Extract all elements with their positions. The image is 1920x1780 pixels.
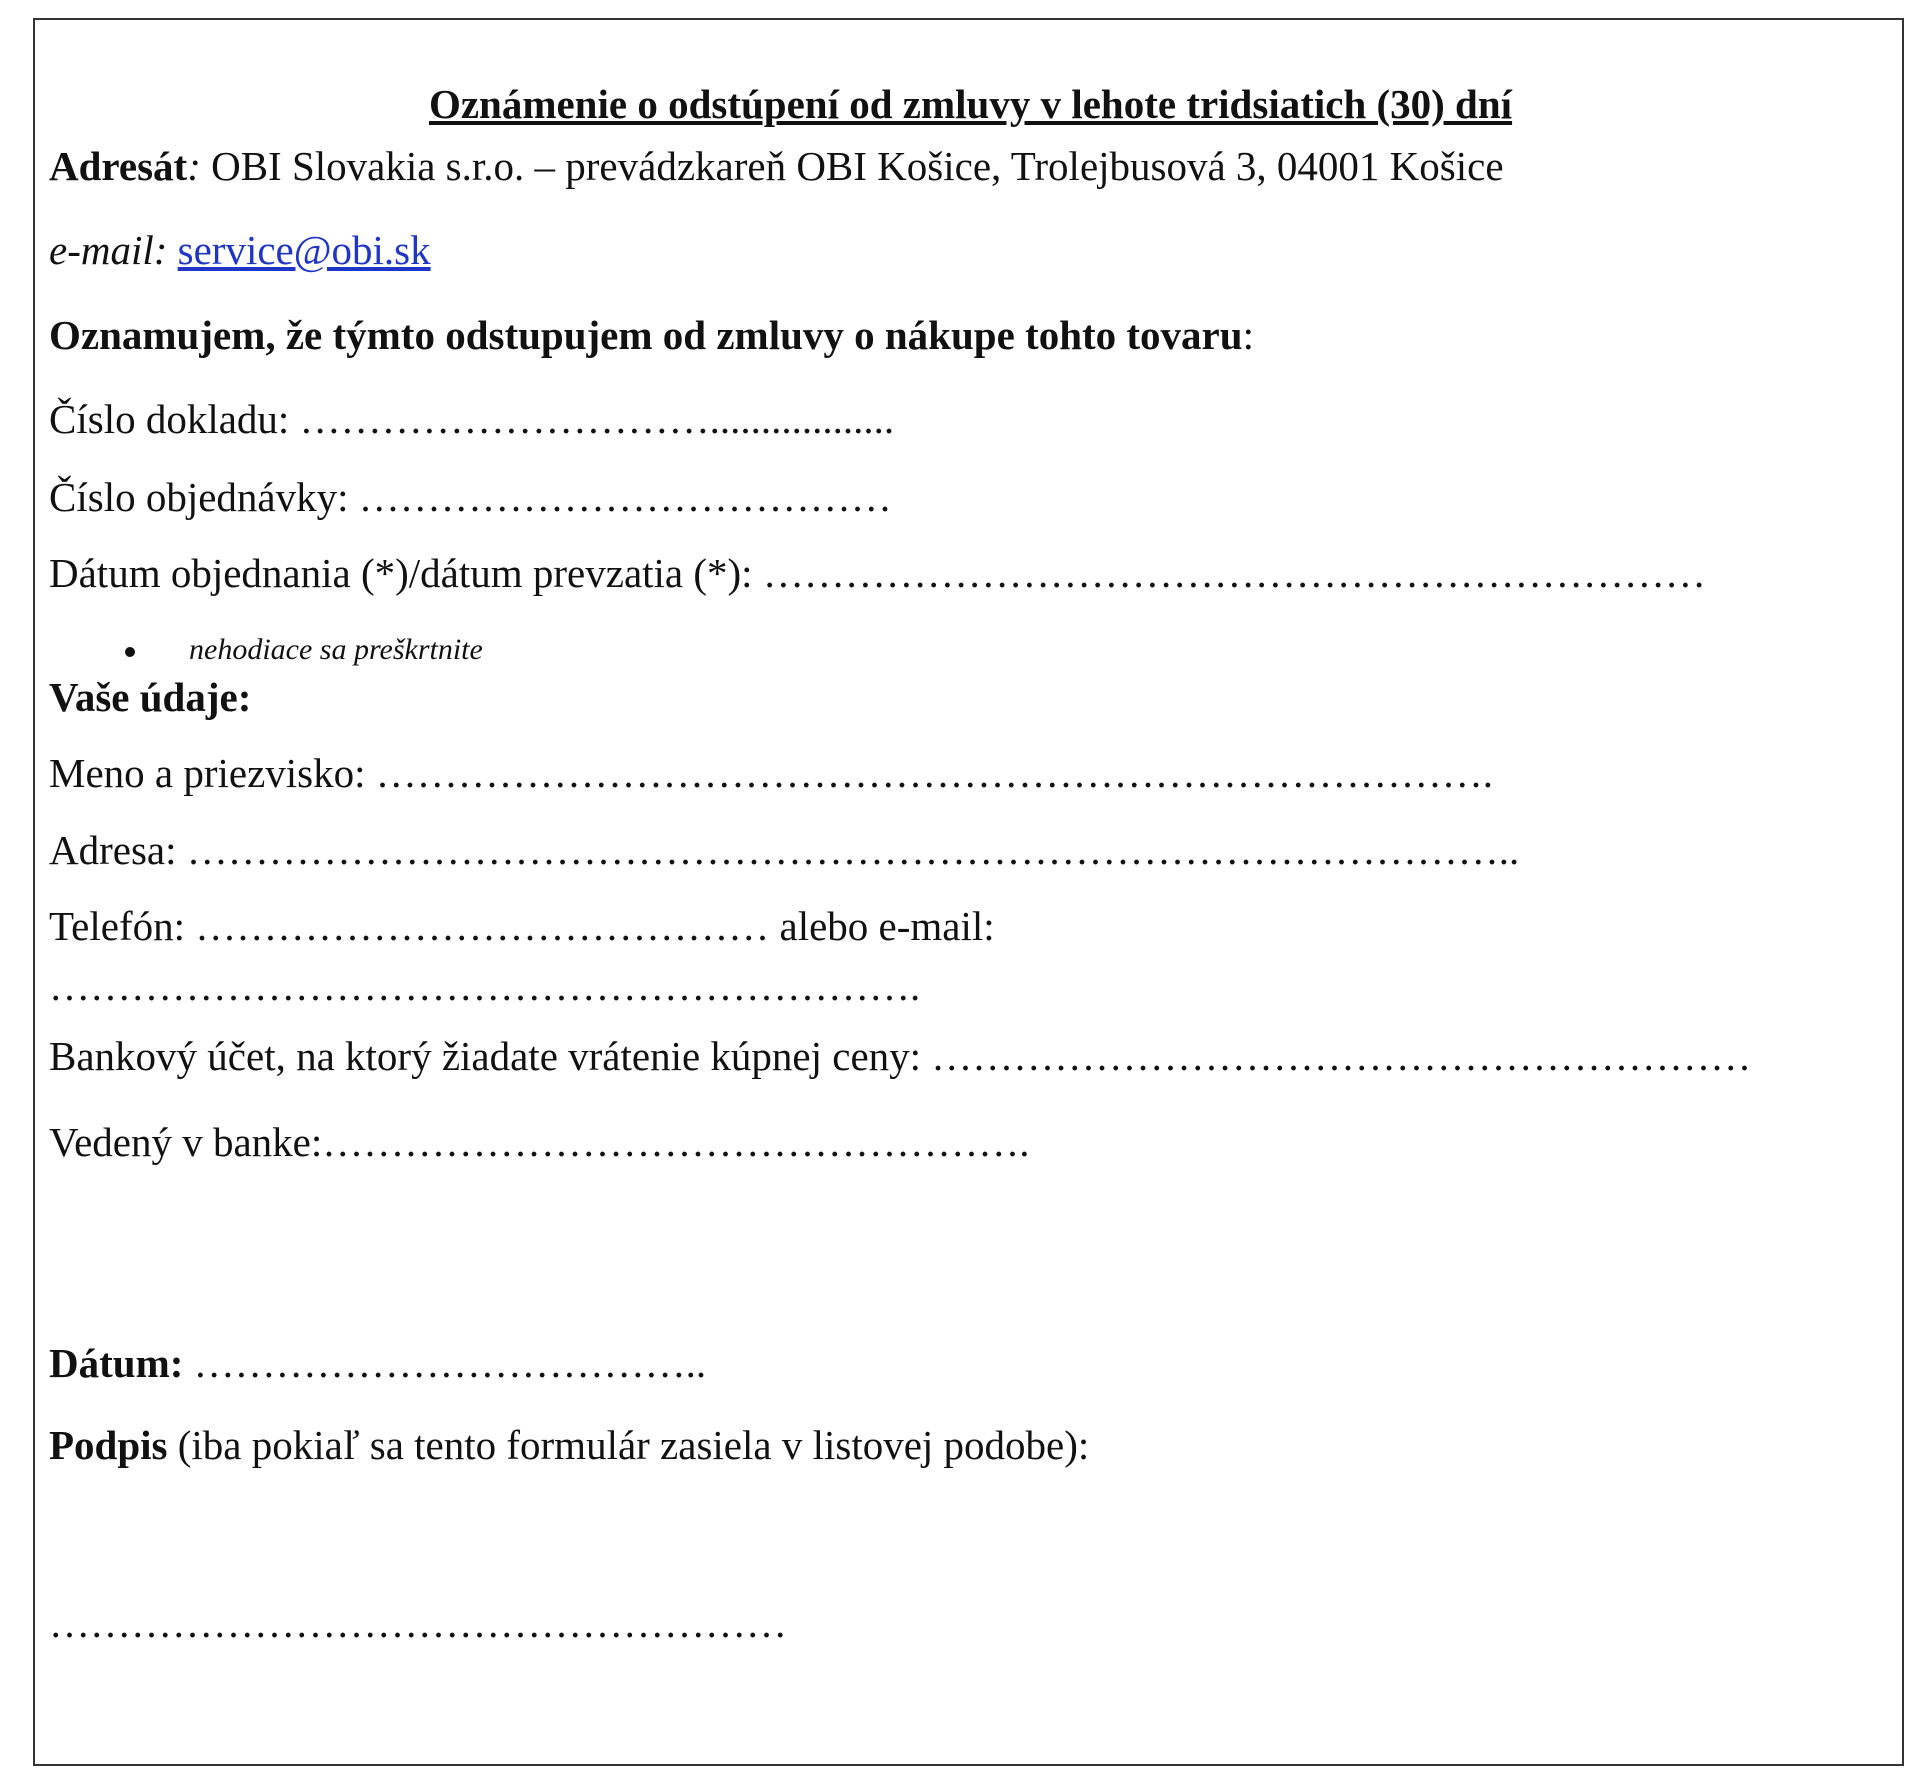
notice-bold: Oznamujem xyxy=(49,312,266,358)
phone-field-continuation: ………………………………………………………. xyxy=(49,963,921,1009)
notice-rest: , že týmto odstupujem od zmluvy o nákupe tohto tovaru xyxy=(265,312,1243,358)
phone-field: Telefón: …………………………………… alebo e-mail: xyxy=(49,903,995,949)
signature-label: Podpis xyxy=(49,1422,168,1468)
addressee-colon: : xyxy=(187,143,201,189)
bullet-icon xyxy=(125,647,135,657)
your-data-heading: Vaše údaje: xyxy=(49,674,252,720)
date-dots: ……………………………….. xyxy=(183,1340,707,1386)
signature-rest: (iba pokiaľ sa tento formulár zasiela v listovej podobe): xyxy=(167,1422,1090,1468)
form-frame xyxy=(33,18,1904,1766)
name-field: Meno a priezvisko: ………………………………………………………………………. xyxy=(49,750,1494,796)
addressee-line xyxy=(49,143,1504,189)
order-number-field: Číslo objednávky: ………………………………… xyxy=(49,474,892,520)
address-field: Adresa: …………………………………………………………………………………….. xyxy=(49,827,1520,873)
doc-number-field: Číslo dokladu: ………………………….................. xyxy=(49,396,895,442)
form-title: Oznámenie o odstúpení od zmluvy v lehote tridsiatich (30) dní xyxy=(428,81,1513,127)
bank-account-field: Bankový účet, na ktorý žiadate vrátenie kúpnej ceny: …………………………………………………… xyxy=(49,1033,1752,1079)
note-bullet xyxy=(125,633,483,667)
email-line xyxy=(49,227,431,273)
email-label: e-mail: xyxy=(49,227,168,273)
date-label: Dátum: xyxy=(49,1340,184,1386)
signature-dots: ……………………………………………… xyxy=(49,1600,787,1646)
date-line xyxy=(49,1340,707,1386)
addressee-value: OBI Slovakia s.r.o. – prevádzkareň OBI Košice, Trolejbusová 3, 04001 Košice xyxy=(200,143,1504,189)
signature-line xyxy=(49,1422,1090,1468)
order-date-field: Dátum objednania (*)/dátum prevzatia (*): …………………………………………………………… xyxy=(49,550,1706,596)
notice-line xyxy=(49,312,1254,358)
addressee-label: Adresát xyxy=(49,143,188,189)
notice-colon: : xyxy=(1242,312,1254,358)
bank-name-field: Vedený v banke:……………………………………………. xyxy=(49,1119,1030,1165)
email-link[interactable]: service@obi.sk xyxy=(177,227,431,273)
note-text: nehodiace sa preškrtnite xyxy=(189,633,483,666)
